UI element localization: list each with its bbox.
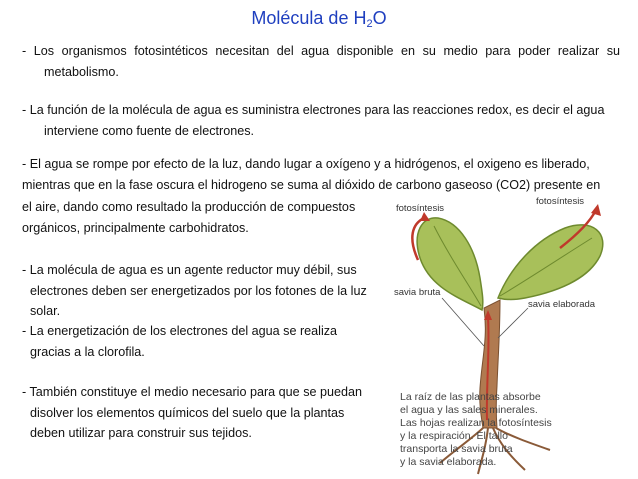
paragraph-function [22, 100, 620, 142]
paragraph-line: gracias a la clorofila. [30, 345, 145, 359]
label-savia-elaborada: savia elaborada [528, 299, 596, 310]
right-leaf [498, 225, 603, 300]
paragraph-line: - La molécula de agua es un agente reductor muy débil, sus [22, 263, 357, 277]
paragraph-line: - Los organismos fotosintéticos necesitan del agua disponible en su medio para poder realizar su [22, 44, 620, 58]
caption-line: transporta la savia bruta [400, 443, 513, 455]
plant-illustration [360, 188, 632, 476]
paragraph-line: metabolismo. [44, 65, 119, 79]
pointer-savia-elaborada [498, 308, 528, 338]
page-title [0, 8, 638, 30]
label-savia-bruta: savia bruta [394, 287, 441, 298]
caption-line: y la respiración. El tallo [400, 430, 508, 442]
caption-line: y la savia elaborada. [400, 456, 497, 468]
paragraph-line: el aire, dando como resultado la producción de compuestos [22, 200, 356, 214]
caption-line: La raíz de las plantas absorbe [400, 391, 541, 403]
paragraph-line: - También constituye el medio necesario para que se puedan [22, 385, 363, 399]
paragraph-line: mientras que en la fase oscura el hidrogeno se suma al dióxido de carbono gaseoso (CO2) presente en [22, 178, 601, 192]
paragraph-line: interviene como fuente de electrones. [44, 124, 255, 138]
label-fotosintesis-left: fotosíntesis [396, 203, 445, 214]
paragraph-line: disolver los elementos químicos del suelo que la plantas [30, 406, 345, 420]
caption-line: Las hojas realizan la fotosíntesis [400, 417, 552, 429]
paragraph-line: solar. [30, 304, 61, 318]
paragraph-line: - El agua se rompe por efecto de la luz, dando lugar a oxígeno y a hidrógenos, el oxigeno es liberado, [22, 157, 590, 171]
paragraph-line: deben utilizar para construir sus tejidos. [30, 426, 252, 440]
title-main: Molécula de H [251, 8, 367, 28]
title-subscript: 2 [366, 18, 373, 30]
label-fotosintesis-right: fotosíntesis [536, 196, 585, 207]
paragraph-line: electrones deben ser energetizados por los fotones de la luz [30, 284, 367, 298]
paragraph-line: - La función de la molécula de agua es suministra electrones para las reacciones redox, es decir el agua [22, 103, 605, 117]
title-end: O [372, 8, 387, 28]
paragraph-organisms [22, 41, 620, 83]
caption-line: el agua y las sales minerales. [400, 404, 538, 416]
plant-drawing [360, 188, 632, 476]
paragraph-line: orgánicos, principalmente carbohidratos. [22, 221, 249, 235]
paragraph-line: - La energetización de los electrones del agua se realiza [22, 324, 338, 338]
